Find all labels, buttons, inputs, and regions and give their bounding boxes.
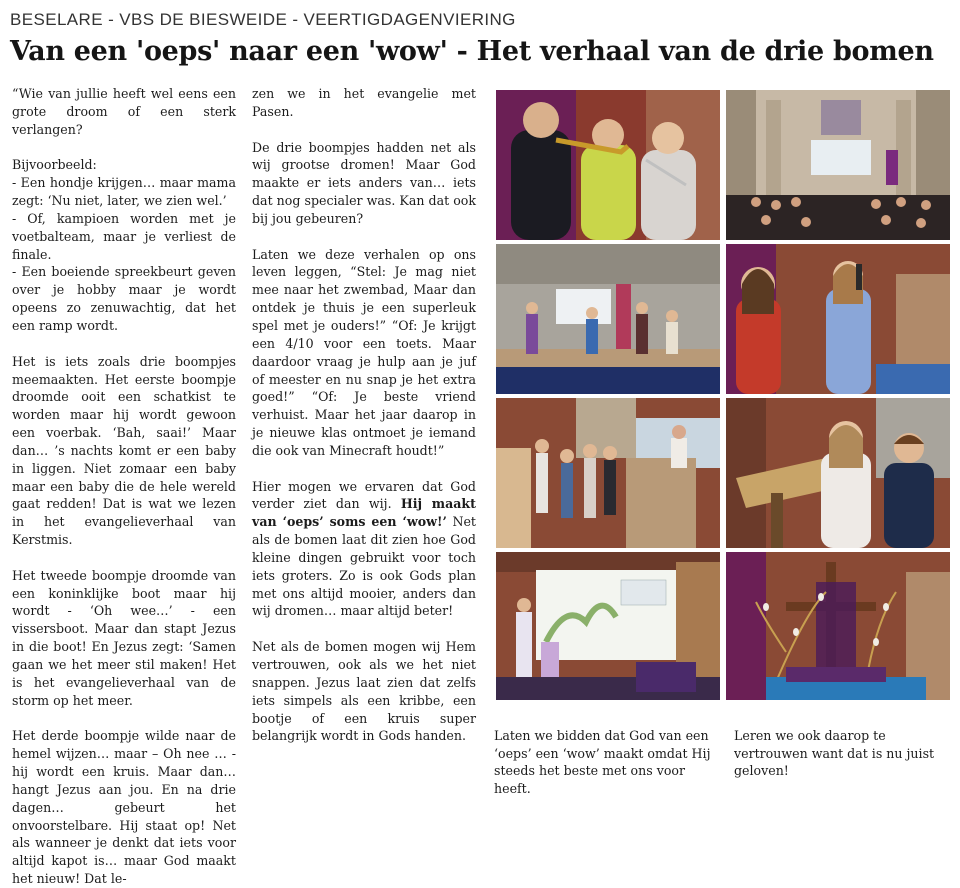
- example-item: - Of, kampioen worden met je voetbalteam, maar je verliest de finale.: [12, 210, 236, 262]
- paragraph-continuation: zen we in het evangelie met Pasen.: [252, 86, 476, 119]
- bold-highlight: Hij maakt van ‘oeps’ soms een ‘wow!’: [252, 496, 476, 530]
- text-run: Hier mogen we ervaren dat God verder ziet dan wij.: [252, 478, 476, 512]
- photo-projection-screen: [496, 552, 720, 700]
- photo-caption-right: Leren we ook daarop te vertrouwen want dat is nu juist geloven!: [734, 728, 935, 778]
- paragraph-second-tree: Het tweede boompje droomde van een koninklijke boot maar hij wordt - ‘Oh wee…’ - een vissersboot. Maar dan stapt Jezus in die boot! En Jezus zegt: ‘Samen gaan we het meer stil maken! Het is het evangelieverhaal van de storm op het meer.: [12, 567, 236, 708]
- paragraph-first-tree: Het is iets zoals drie boompjes meemaakten. Het eerste boompje droomde ooit een schatkist te worden maar hij wordt gewoon een voerbak. ‘Bah, saai!’ Maar dan… ’s nachts komt er een baby in liggen. Niet zomaar een baby maar een baby die de hele wereld gaat redden! Dat is wat we lezen in het evangelieverhaal van Kerstmis.: [12, 353, 236, 548]
- photo-children-at-lectern: [726, 398, 950, 548]
- paragraph-god-sees-further: [252, 478, 476, 621]
- paragraph-dreams: De drie boompjes hadden net als wij grootse dromen! Maar God maakte er iets anders van… iets dat nog specialer was. Kan dat ook bij jou gebeuren?: [252, 139, 476, 226]
- photo-caption-left: Laten we bidden dat God van een ‘oeps’ een ‘wow’ maakt omdat Hij steeds het beste met ons voor heeft.: [494, 728, 711, 796]
- photo-cross-decoration: [726, 552, 950, 700]
- article-column-1: [12, 85, 236, 888]
- article-column-2: [252, 85, 476, 745]
- paragraph-intro-question: “Wie van jullie heeft wel eens een grote droom of een sterk verlangen?: [12, 86, 236, 137]
- paragraph-trust: Net als de bomen mogen wij Hem vertrouwen, ook als we het niet snappen. Jezus laat zien dat zelfs iets simpels als een kribbe, een bootje of een kruis super belangrijk wordt in Gods handen.: [252, 639, 476, 744]
- paragraph-life-examples: Laten we deze verhalen op ons leven leggen, “Stel: Je mag niet mee naar het zwembad, Maar dan ontdek je thuis je een superleuk spel met je ouders!” “Of: Je krijgt een 4/10 voor een toets. Maar daardoor vraag je hulp aan je juf of meester en nu snap je het extra goed!” “Of: Je beste vriend verhuist. Maar het jaar daarop in je nieuwe klas ontmoet je iemand die ook van Minecraft houdt!”: [252, 246, 476, 458]
- text-run: Net als de bomen laat dit zien hoe God kleine dingen gebruikt voor toch iets groters. Zo is ook Gods plan met ons altijd mooier, anders dan wij dromen… maar altijd beter!: [252, 514, 476, 619]
- photo-trumpet-players: [496, 90, 720, 240]
- example-item: - Een hondje krijgen… maar mama zegt: ‘Nu niet, later, we zien wel.’: [12, 175, 236, 209]
- section-kicker: BESELARE - VBS DE BIESWEIDE - VEERTIGDAGENVIERING: [10, 10, 516, 29]
- article-headline: Van een 'oeps' naar een 'wow' - Het verhaal van de drie bomen: [10, 36, 934, 67]
- photo-grid: [496, 90, 950, 700]
- photo-readers-at-altar: [496, 398, 720, 548]
- paragraph-examples: [12, 156, 236, 334]
- photo-children-on-stage: [496, 244, 720, 394]
- photo-church-interior: [726, 90, 950, 240]
- paragraph-third-tree: Het derde boompje wilde naar de hemel wijzen… maar – Oh nee … - hij wordt een kruis. Maar dan… hangt Jezus aan jou. En na drie dagen… gebeurt het onvoorstelbare. Hij staat op! Net als wanneer je denkt dat iets voor altijd kapot is… maar God maakt het nieuw! Dat le-: [12, 728, 236, 887]
- photo-girls-singing: [726, 244, 950, 394]
- example-item: - Een boeiende spreekbeurt geven over je hobby maar je wordt opeens zo zenuwachtig, dat het een ramp wordt.: [12, 264, 236, 333]
- examples-intro: Bijvoorbeeld:: [12, 157, 97, 173]
